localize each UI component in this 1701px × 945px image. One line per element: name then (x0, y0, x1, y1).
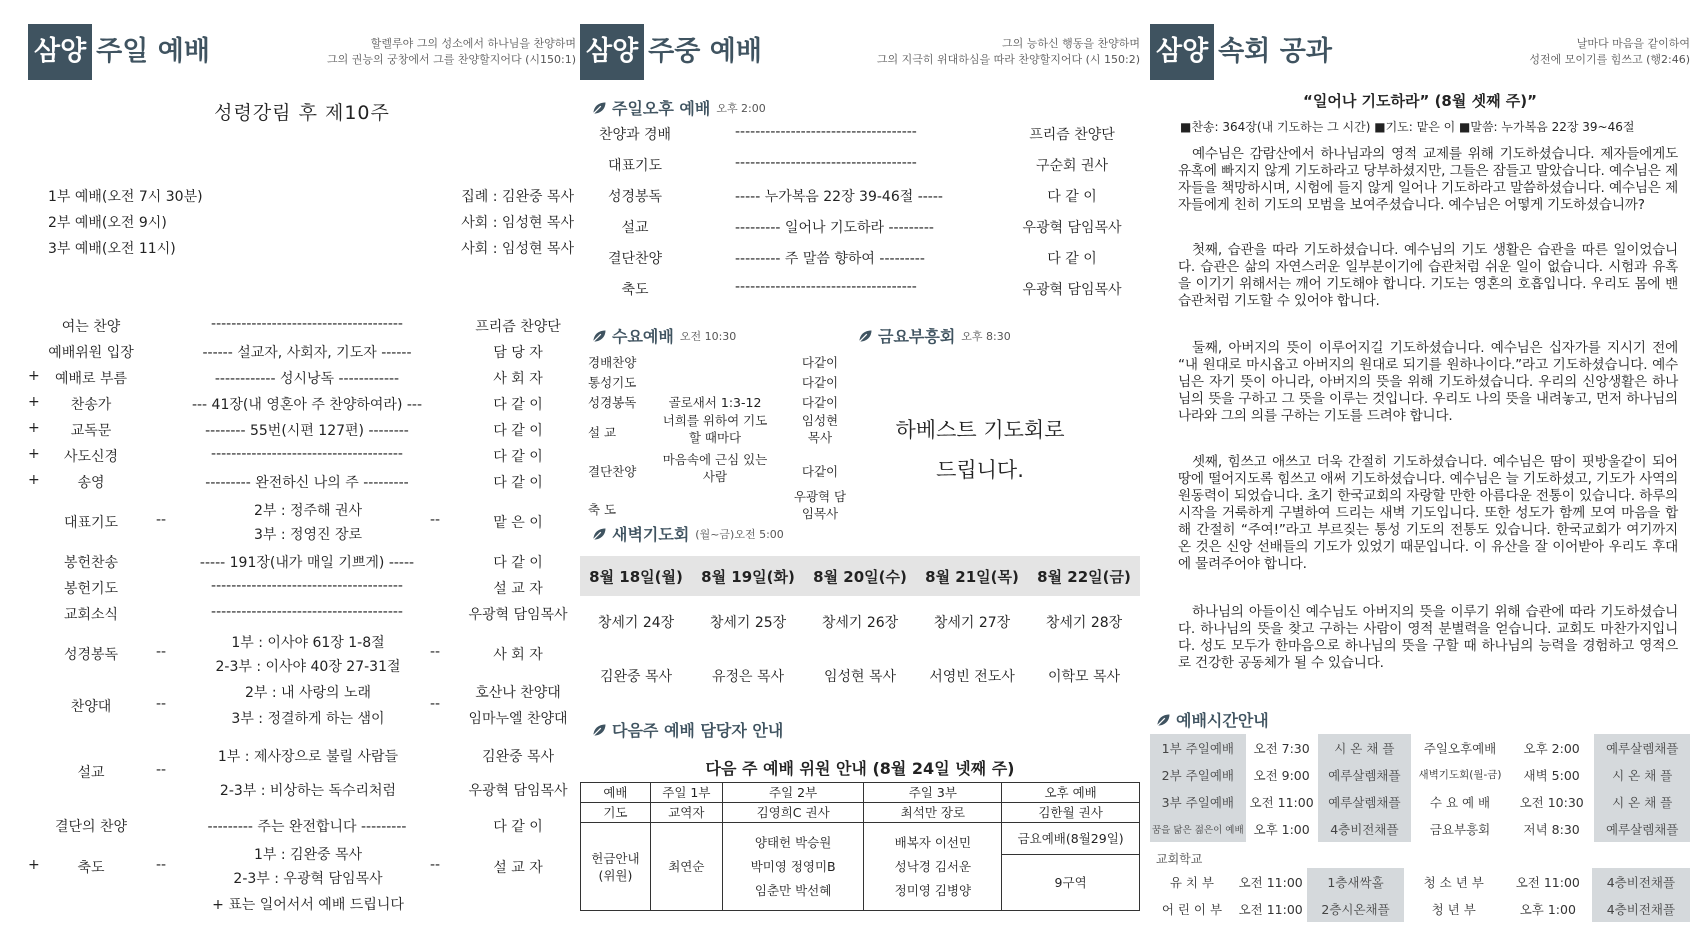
standing-note: + 표는 일어서서 예배 드립니다 (212, 897, 404, 913)
table-row: 2부 주일예배 오전 9:00 예루살렘채플 새벽기도회(월-금) 새벽 5:00 시 온 채 플 (1150, 761, 1690, 788)
lesson-info: ■찬송: 364장(내 기도하는 그 시간) ■기도: 맡은 이 ■말씀: 누가복음 22장 39~46절 (1180, 120, 1635, 134)
next-week-section-title: 다음주 예배 담당자 안내 (590, 718, 783, 741)
wednesday-item-detail: 골로새서 1:3-12 (668, 395, 762, 410)
wednesday-item-leader: 우광혁 담임목사 (793, 489, 847, 521)
service-3-role: 사회 : 임성현 목사 (461, 241, 574, 257)
order-item-name: 예배로 부름 (54, 371, 128, 387)
order-item-leader: 다 같 이 (493, 555, 543, 571)
afternoon-item-leader: 프리즘 찬양단 (1029, 127, 1115, 143)
prayer-label: 대표기도 (63, 515, 119, 531)
choir-label: 찬양대 (70, 699, 112, 715)
order-item-detail: ------ 설교자, 사회자, 기도자 ------ (202, 345, 412, 361)
next-week-table (580, 782, 1140, 911)
leaf-icon (1154, 711, 1172, 729)
lesson-title: “일어나 기도하라” (8월 셋째 주)” (1302, 92, 1537, 110)
worship-times-title: 예배시간안내 (1154, 708, 1269, 731)
afternoon-item-leader: 우광혁 담임목사 (1022, 220, 1122, 236)
logo-section-name: 속회 공과 (1218, 36, 1332, 67)
friday-notice: 하베스트 기도회로 드립니다. (895, 418, 1065, 482)
afternoon-item-detail: ----- 누가복음 22장 39-46절 ----- (735, 189, 943, 205)
table-row: 1부 주일예배 오전 7:30 시 온 채 플 주일오후예배 오후 2:00 예루살렘채플 (1150, 734, 1690, 761)
header-verse: 할렐루야 그의 성소에서 하나님을 찬양하며 그의 권능의 궁창에서 그를 찬양할지어다 (시150:1) (326, 37, 576, 66)
order-item-detail: -------- 55번(시편 127편) -------- (205, 423, 409, 439)
logo-samyang: 삼양 (580, 24, 644, 80)
benediction-1st: 1부 : 김완중 목사 (253, 847, 363, 863)
choir-3rd: 3부 : 정결하게 하는 샘이 (231, 711, 385, 727)
cell-lesson-column (1150, 0, 1690, 945)
dawn-texts-row: 창세기 24장 창세기 25장 창세기 26장 창세기 27장 창세기 28장 (597, 615, 1123, 631)
service-1-role: 집례 : 김완중 목사 (461, 189, 574, 205)
benediction-label: 축도 (77, 860, 105, 876)
scripture-1st: 1부 : 이사야 61장 1-8절 (231, 635, 385, 651)
order-item-name: 여는 찬양 (61, 319, 121, 335)
service-2-role: 사회 : 임성현 목사 (461, 215, 574, 231)
lesson-paragraph-1: 예수님은 감람산에서 하나님과의 영적 교제를 위해 기도하셨습니다. 제자들에게도 유혹에 빠지지 않게 기도하라고 당부하셨지만, 그들은 잠들고 말았습니다. 예수님은 제자들을 책망하시며, 시험에 들지 않게 일어나 기도하라고 말씀하셨습니다. 예수님은 제자들에게 친히 기도의 모범을 보여주셨습니다. 예수님은 어떻게 기도하셨습니까? (1178, 146, 1678, 213)
wednesday-item-name: 통성기도 (588, 375, 637, 390)
prayer-3rd: 3부 : 정영진 장로 (253, 527, 363, 543)
table-row: 기도 교역자 김영희C 권사 최석만 장로 김한월 권사 (581, 803, 1140, 823)
lesson-logo (1150, 24, 1332, 80)
benediction-leader: 설 교 자 (493, 860, 543, 876)
afternoon-item-name: 대표기도 (607, 158, 663, 174)
order-item-name: 봉헌기도 (63, 581, 119, 597)
next-week-title: 다음 주 예배 위원 안내 (8월 24일 넷째 주) (705, 759, 1015, 778)
order-item-detail: -------------------------------------- (211, 604, 403, 620)
scripture-leader: 사 회 자 (493, 647, 543, 663)
wednesday-item-detail: 너희를 위하여 기도할 때마다 (662, 413, 768, 445)
afternoon-item-name: 결단찬양 (607, 251, 663, 267)
afternoon-item-leader: 다 같 이 (1047, 251, 1097, 267)
order-item-leader: 프리즘 찬양단 (475, 319, 561, 335)
choir-hosanna: 호산나 찬양대 (475, 685, 561, 701)
lesson-paragraph-3: 둘째, 아버지의 뜻이 이루어지길 기도하셨습니다. 예수님은 십자가를 지시기 전에 “내 원대로 마시옵고 아버지의 원대로 되기를 원하나이다.”라고 기도하셨습니다. 예수님은 자기 뜻이 아니라, 아버지의 뜻을 위해 기도하셨습니다. 우리의 신앙생활은 하나님의 뜻을 구하고 그 뜻을 이루는 것입니다. 우리도 나의 뜻을 내려놓고, 먼저 하나님의 나라와 그의 의를 구하는 기도를 드려야 합니다. (1178, 340, 1678, 424)
order-item-leader: 사 회 자 (493, 371, 543, 387)
order-item-detail: -------------------------------------- (211, 316, 403, 332)
table-row: 3부 주일예배 오전 11:00 예루살렘채플 수 요 예 배 오전 10:30 시 온 채 플 (1150, 788, 1690, 815)
leaf-icon (590, 525, 608, 543)
afternoon-item-detail: ------------------------------------ (735, 155, 917, 171)
church-school-title: 교회학교 (1156, 852, 1203, 866)
afternoon-item-name: 설교 (621, 220, 649, 236)
choir-immanuel: 임마누엘 찬양대 (468, 711, 568, 727)
church-school-table (1150, 868, 1690, 922)
scripture-2nd: 2-3부 : 이사야 40장 27-31절 (215, 659, 401, 675)
order-item-detail: --------- 완전하신 나의 주 --------- (205, 475, 409, 491)
service-3-time: 3부 예배(오전 11시) (48, 241, 176, 257)
wednesday-item-leader: 임성현 목사 (801, 413, 839, 445)
afternoon-item-detail: --------- 주 말씀 향하여 --------- (735, 251, 925, 267)
afternoon-item-name: 찬양과 경배 (598, 127, 672, 143)
prayer-2nd: 2부 : 정주해 권사 (253, 503, 363, 519)
afternoon-item-detail: ------------------------------------ (735, 279, 917, 295)
order-item-name: 봉헌찬송 (63, 555, 119, 571)
final-song-detail: --------- 주는 완전합니다 --------- (207, 819, 407, 835)
order-item-leader: 다 같 이 (493, 449, 543, 465)
wednesday-item-leader: 다같이 (801, 464, 839, 479)
logo-section-name: 주중 예배 (648, 36, 762, 67)
weekday-logo (580, 24, 762, 80)
sermon-2nd: 2-3부 : 비상하는 독수리처럼 (219, 783, 397, 799)
afternoon-item-leader: 구순회 권사 (1035, 158, 1109, 174)
wednesday-item-name: 설 교 (588, 425, 617, 440)
table-row: 예배 주일 1부 주일 2부 주일 3부 오후 예배 (581, 783, 1140, 803)
order-item-name: 찬송가 (70, 397, 112, 413)
order-item-detail: -------------------------------------- (211, 578, 403, 594)
prayer-leader: 맡 은 이 (493, 515, 543, 531)
leaf-icon (856, 327, 874, 345)
wednesday-item-name: 성경봉독 (588, 395, 637, 410)
liturgical-week-title: 성령강림 후 제10주 (214, 102, 390, 124)
table-row: 꿈을 닮은 젊은이 예배 오후 1:00 4층비전채플 금요부흥회 저녁 8:30 예루살렘채플 (1150, 815, 1690, 842)
order-item-leader: 담 당 자 (493, 345, 543, 361)
scripture-label: 성경봉독 (63, 647, 119, 663)
final-song-label: 결단의 찬양 (54, 819, 128, 835)
table-row: 헌금안내 (위원) 최연순 양태헌 박승원 박미영 정영미B 임춘만 박선혜 배복자 이선민 성낙경 김서운 정미영 김병양 금요예배(8월29일) (581, 823, 1140, 855)
afternoon-item-name: 성경봉독 (607, 189, 663, 205)
leaf-icon (590, 721, 608, 739)
logo-samyang: 삼양 (1150, 24, 1214, 80)
order-item-leader: 우광혁 담임목사 (468, 607, 568, 623)
lesson-header (1150, 24, 1690, 80)
service-2-time: 2부 예배(오전 9시) (48, 215, 167, 231)
order-item-leader: 다 같 이 (493, 397, 543, 413)
order-item-name: 예배위원 입장 (48, 345, 134, 361)
wednesday-item-leader: 다같이 (801, 375, 839, 390)
sermon-preacher-1: 김완중 목사 (481, 749, 555, 765)
weekday-worship-column (580, 0, 1140, 945)
sermon-1st: 1부 : 제사장으로 불릴 사람들 (217, 749, 399, 765)
afternoon-item-name: 축도 (621, 282, 649, 298)
friday-section-title: 금요부흥회 오후 8:30 (856, 324, 1011, 347)
sunday-worship-column: 삼양 주일 예배 할렐루야 그의 성소에서 하나님을 찬양하며 그의 권능의 궁창에서 그를 찬양할지어다 (시150:1) 성령강림 후 제10주 1부 예배(오전 7시 30분) 집례 : 김완중 목사 2부 예배(오전 9시) 사회 : 임성현 목사 3부 예배(오전 11시) 사회 : 임성현 목사 여는 찬양 -------------------------------------- 프리즘 찬양단 예배위원 입장 ------ 설교자, 사회자, 기도자 ------ 담 당 자 + 예배로 부름 ------------ 성시낭독 ------------ 사 회 자 + 찬송가 --- 41장(내 영혼아 주 찬양하여라) --- 다 같 이 + 교독문 -------- 55번(시편 127편) -------- 다 같 이 + 사도신경 -------------------------------------- 다 같 이 + 송영 --------- 완전하신 나의 주 --------- 다 같 이 대표기도 -- 2부 : 정주해 권사 3부 : 정영진 장로 -- 맡 은 이 봉헌찬송 ----- 191장(내가 매일 기쁘게) ----- 다 같 이 봉헌기도 -------------------------------------- 설 교 자 교회소식 -------------------------------------- 우광혁 담임목사 성경봉독 -- 1부 : 이사야 61장 1-8절 2-3부 : 이사야 40장 27-31절 -- 사 회 자 찬양대 -- 2부 : 내 사랑의 노래 3부 : 정결하게 하는 샘이 -- 호산나 찬양대 임마누엘 찬양대 설교 -- 1부 : 제사장으로 불릴 사람들 2-3부 : 비상하는 독수리처럼 김완중 목사 우광혁 담임목사 결단의 찬양 --------- 주는 완전합니다 --------- 다 같 이 + 축도 -- 1부 : 김완중 목사 2-3부 : 우광혁 담임목사 -- 설 교 자 + 표는 일어서서 예배 드립니다 (28, 0, 576, 945)
logo-samyang: 삼양 (28, 24, 92, 80)
final-song-leader: 다 같 이 (493, 819, 543, 835)
lesson-paragraph-5: 하나님의 아들이신 예수님도 아버지의 뜻을 이루기 위해 습관에 따라 기도하셨습니다. 하나님의 뜻을 찾고 구하는 사람이 영적 분별력을 얻습니다. 교회도 마찬가지입니다. 성도 모두가 한마음으로 하나님의 뜻을 구할 때 하나님의 능력을 경험하고 영적으로 건강한 공동체가 될 수 있습니다. (1178, 604, 1678, 671)
header-verse: 날마다 마음을 같이하여 성전에 모이기를 힘쓰고 (행2:46) (1529, 37, 1690, 66)
dawn-section-title: 새벽기도회 (월~금)오전 5:00 (590, 522, 784, 545)
order-item-detail: ------------ 성시낭독 ------------ (214, 371, 400, 387)
service-1-time: 1부 예배(오전 7시 30분) (48, 189, 203, 205)
wednesday-section-title: 수요예배 오전 10:30 (590, 324, 736, 347)
weekday-header (580, 24, 1140, 80)
order-item-leader: 다 같 이 (493, 423, 543, 439)
table-row: 9구역 (581, 855, 1140, 911)
table-row: 유 치 부 오전 11:00 1층새싹홀 청 소 년 부 오전 11:00 4층비전채플 (1150, 868, 1690, 895)
wednesday-item-name: 경배찬양 (588, 355, 637, 370)
afternoon-item-detail: ------------------------------------ (735, 124, 917, 140)
sermon-label: 설교 (77, 765, 105, 781)
wednesday-item-name: 축 도 (588, 502, 617, 517)
dawn-prayer-table (580, 556, 1140, 700)
wednesday-item-leader: 다같이 (801, 355, 839, 370)
choir-2nd: 2부 : 내 사랑의 노래 (244, 685, 372, 701)
header-verse: 그의 능하신 행동을 찬양하며 그의 지극히 위대하심을 따라 찬양할지어다 (시 150:2) (876, 37, 1140, 66)
leaf-icon (590, 99, 608, 117)
worship-times-table (1150, 734, 1690, 842)
lesson-paragraph-4: 셋째, 힘쓰고 애쓰고 더욱 간절히 기도하셨습니다. 예수님은 땀이 핏방울같이 되어 땅에 떨어지도록 힘쓰고 애써 기도하셨습니다. 예수님은 늘 기도하셨고, 기도가 사역의 원동력이 되었습니다. 초기 한국교회의 자랑할 만한 아름다운 전통이 있습니다. 하루의 시작을 거룩하게 구별하여 드리는 새벽 기도입니다. 또한 성도가 함께 모여 마음을 합해 간절히 “주여!”라고 부르짖는 통성 기도의 전통도 있습니다. 한국교회가 여기까지 온 것은 신앙 선배들의 기도가 있었기 때문입니다. 이 유산을 잘 이어받아 우리도 후대에 물려주어야 합니다. (1178, 454, 1678, 572)
order-item-name: 교독문 (70, 423, 112, 439)
order-item-name: 사도신경 (63, 449, 119, 465)
benediction-2nd: 2-3부 : 우광혁 담임목사 (233, 871, 383, 887)
sunday-logo (28, 24, 210, 80)
lesson-paragraph-2: 첫째, 습관을 따라 기도하셨습니다. 예수님의 기도 생활은 습관을 따른 일이었습니다. 습관은 삶의 자연스러운 일부분이기에 습관처럼 쉬운 일이 없습니다. 시험과 유혹을 이기기 위해서는 깨어 기도해야 합니다. 기도는 영혼의 호흡입니다. 우리도 몸에 밴 습관처럼 기도할 수 있어야 합니다. (1178, 242, 1678, 309)
wednesday-item-leader: 다같이 (801, 395, 839, 410)
order-item-name: 송영 (77, 475, 105, 491)
wednesday-item-detail: 마음속에 근심 있는 사람 (662, 452, 768, 484)
afternoon-item-detail: --------- 일어나 기도하라 --------- (735, 220, 934, 236)
afternoon-item-leader: 다 같 이 (1047, 189, 1097, 205)
wednesday-item-name: 결단찬양 (588, 464, 637, 479)
sunday-header (28, 24, 576, 80)
dawn-days-row: 8월 18일(월) 8월 19일(화) 8월 20일(수) 8월 21일(목) 8월 22일(금) (580, 556, 1140, 596)
logo-section-name: 주일 예배 (96, 36, 210, 67)
leaf-icon (590, 327, 608, 345)
order-item-detail: -------------------------------------- (211, 446, 403, 462)
order-item-name: 교회소식 (63, 607, 119, 623)
table-row: 어 린 이 부 오전 11:00 2층시온채플 청 년 부 오후 1:00 4층비전채플 (1150, 895, 1690, 922)
dawn-leaders-row: 김완중 목사 유정은 목사 임성현 목사 서영빈 전도사 이학모 목사 (599, 669, 1121, 685)
order-item-leader: 설 교 자 (493, 581, 543, 597)
order-item-leader: 다 같 이 (493, 475, 543, 491)
order-item-detail: ----- 191장(내가 매일 기쁘게) ----- (199, 555, 415, 571)
order-item-detail: --- 41장(내 영혼아 주 찬양하여라) --- (191, 397, 423, 413)
sermon-preacher-2: 우광혁 담임목사 (468, 783, 568, 799)
afternoon-item-leader: 우광혁 담임목사 (1022, 282, 1122, 298)
afternoon-section-title: 주일오후 예배 오후 2:00 (590, 96, 766, 119)
